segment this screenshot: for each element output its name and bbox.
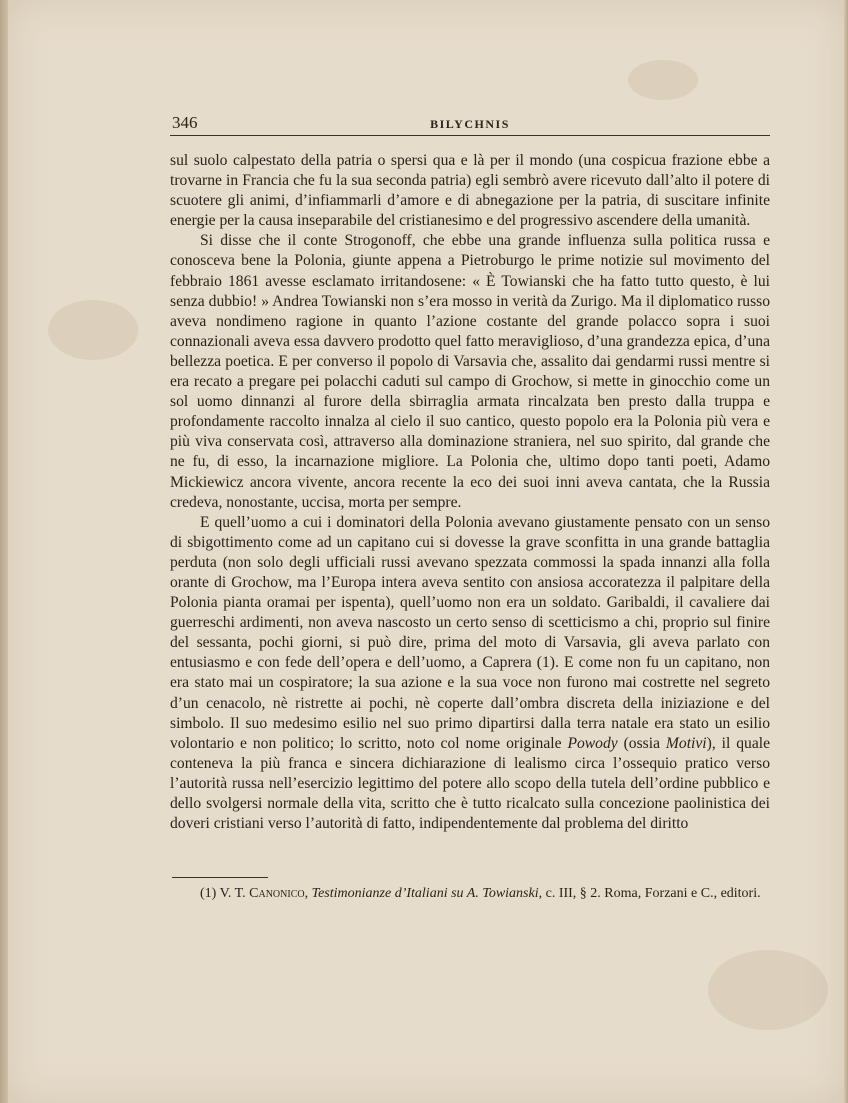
italic-text: Testimonianze d’Italiani su A. Towianski [311,886,539,901]
italic-text: Powody [567,734,618,752]
body-text [170,151,770,834]
text-run: ), il quale conteneva la più franca e sincera dichiarazione di lealismo circa l’ossequio pratico verso l’autorità russa nell’esercizio legittimo del potere allo scopo della tutela dell’ordine pubblico e dello svolgersi normale della vita, scritto che è tutto ricalcato sulla concezione paolinistica dei doveri cristiani verso l’autorità di fatto, indipendentemente dal problema del diritto [170,734,771,833]
paragraph [170,513,770,835]
footnote [170,885,770,903]
page-number: 346 [172,113,198,132]
text-run: , c. III, § 2. Roma, Forzani e C., editori. [538,886,761,901]
text-run: (1) V. T. [200,886,250,901]
text-run: , [304,886,312,901]
footnote-rule [172,877,268,878]
paper-stain [708,950,828,1030]
paper-stain [48,300,138,360]
author-name: Canonico [249,886,305,901]
paragraph [170,151,770,231]
italic-text: Motivi [665,734,707,752]
text-run: E quell’uomo a cui i dominatori della Polonia avevano giustamente pensato con un senso di sbigottimento come ad un capitano cui si dovesse la grave sconfitta in una grande battaglia perduta (non solo degli ufficiali russi avevano spezzata commossi la spada innanzi alla folla orante di Grochow, ma l’Europa intera aveva sentito con ansiosa accoratezza il palpitare della Polonia pianta oramai per ispenta), quell’uomo non era un soldato. Garibaldi, il cavaliere dai guerreschi ardimenti, non aveva nascosto un certo senso di scetticismo a chi, proprio sul finire del sessanta, pochi giorni, si può dire, prima del moto di Varsavia, gli aveva parlato con entusiasmo e con fede dell’opera e dell’uomo, a Caprera (1). E come non fu un capitano, non era stato mai un cospiratore; la sua azione e la sua voce non furono mai costrette nel segreto d’un cenacolo, nè ristrette ai pochi, nè coperte dall’ombra discreta della iniziazione e del simbolo. Il suo medesimo esilio nel suo primo dipartirsi dalla terra natale era stato un esilio volontario e non politico; lo scritto, noto col nome originale [170,513,770,752]
text-run: sul suolo calpestato della patria o spersi qua e là per il mondo (una cospicua frazione ebbe a trovarne in Francia che fu la sua seconda patria) egli sembrò avere ricevuto dall’alto il potere di scuotere gli animi, d’infiammarli d’amore e di abnegazione per la patria, di suscitare infinite energie per la causa inseparabile del cristianesimo e del progressivo ascendere della umanità. [170,152,770,230]
paper-stain [628,60,698,100]
page-edge-left [0,0,8,1103]
running-title: BILYCHNIS [430,117,510,131]
text-run: Si disse che il conte Strogonoff, che ebbe una grande influenza sulla politica russa e conosceva bene la Polonia, giunte appena a Pietroburgo le prime notizie sul movimento del febbraio 1861 avesse esclamato irritandosene: « È Towianski che ha fatto tutto questo, è lui senza dubbio! » Andrea Towianski non s’era mosso in verità da Zurigo. Ma il diplomatico russo aveva nondimeno ragione in quanto l’azione costante del grande polacco sopra i suoi connazionali aveva essa davvero prodotto quel fatto meraviglioso, d’una grandezza epica, d’una bellezza poetica. E per converso il popolo di Varsavia che, assalito dai gendarmi russi mentre si era recato a pregare pei polacchi caduti sul campo di Grochow, si mette in ginocchio come un sol uomo dinnanzi al furore della sbirraglia armata rincalzata ben presto dalla truppa e profondamente raccolto innalza al cielo il suo cantico, questo popolo era la Polonia più vera e più viva conservata così, attraverso alla dominazione straniera, nel suo spirito, dal grande che ne fu, di esso, la incarnazione migliore. La Polonia che, ultimo dopo tanti poeti, Adamo Mickiewicz ancora vivente, ancora recente la eco dei suoi inni aveva cantata, che la Russia credeva, nonostante, uccisa, morta per sempre. [170,232,770,511]
page-edge-right [844,0,848,1103]
paragraph [170,231,770,512]
text-run: (ossia [617,734,666,752]
running-header [170,113,770,136]
